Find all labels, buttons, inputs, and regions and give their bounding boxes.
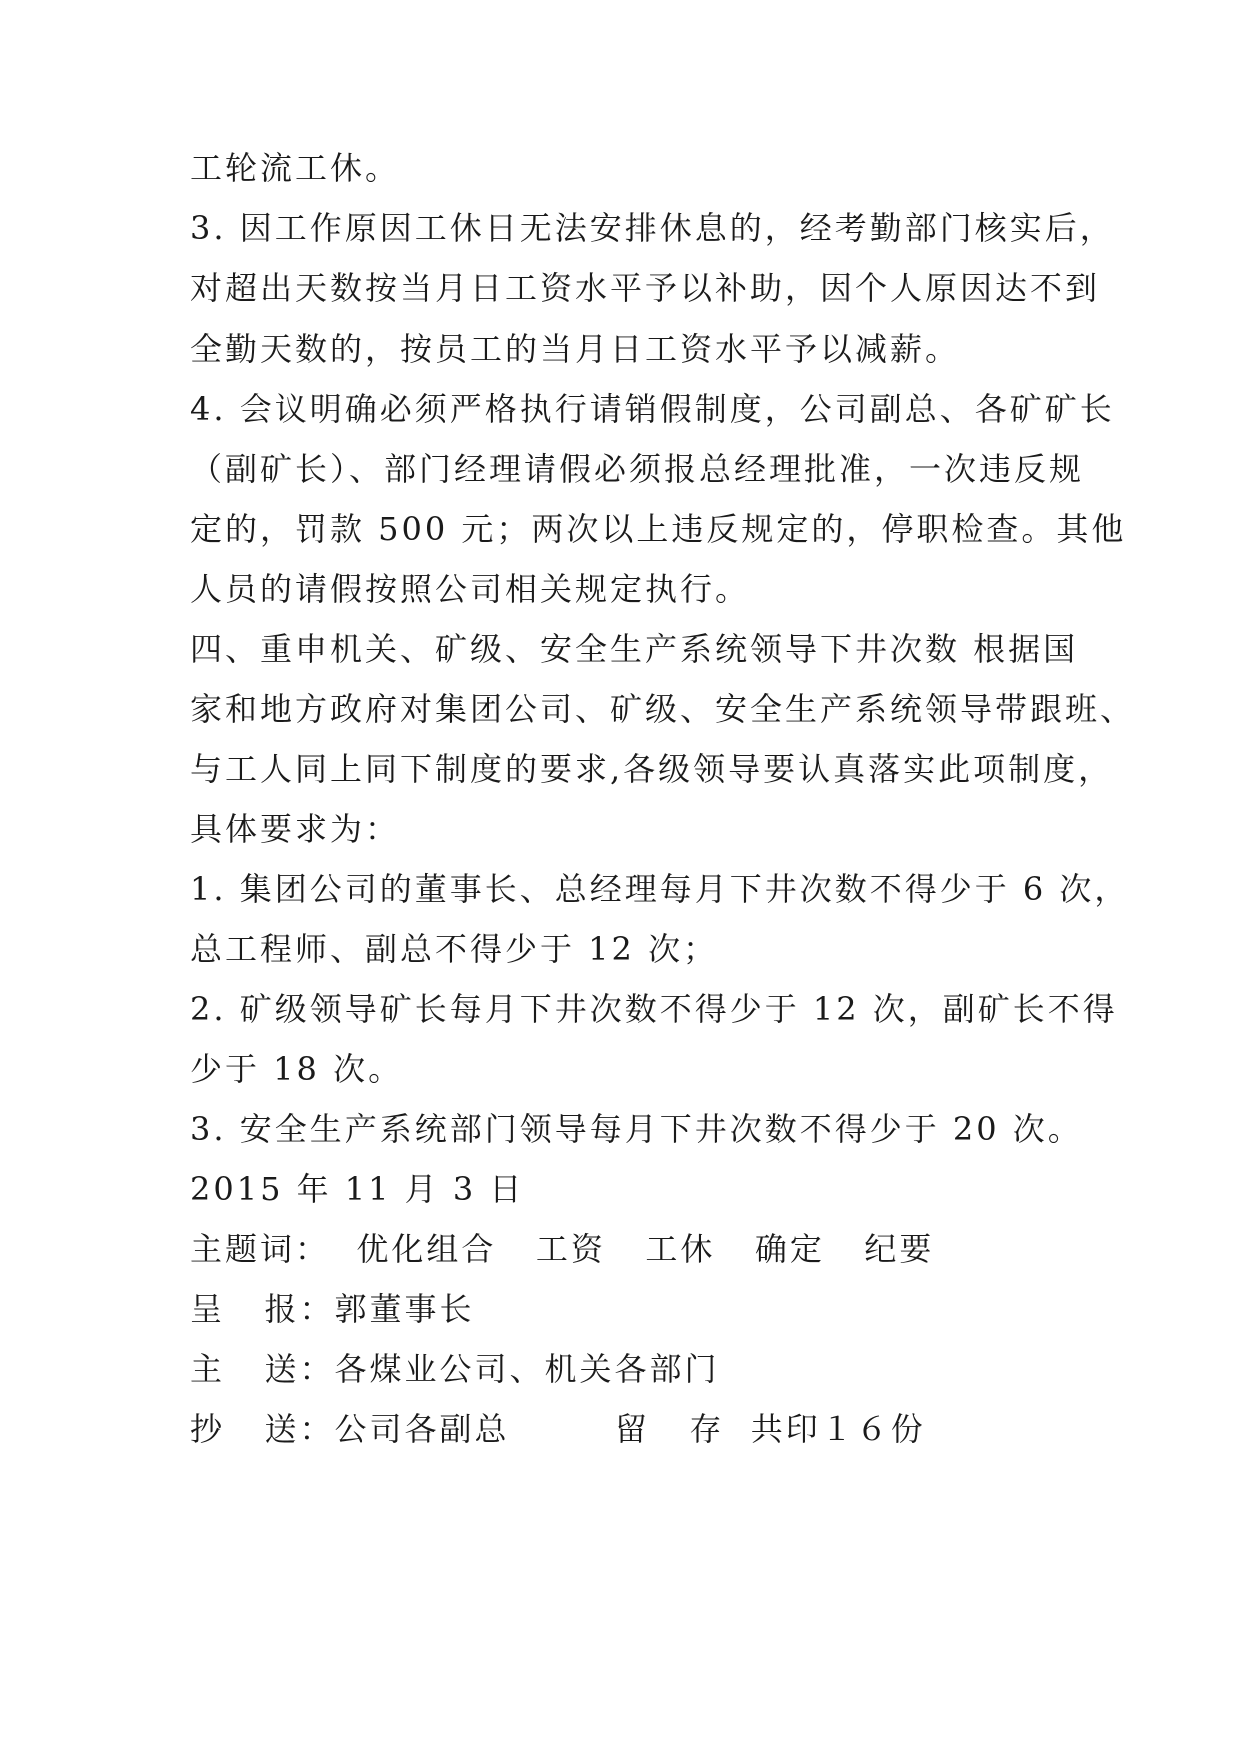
body-line: 全勤天数的，按员工的当月日工资水平予以减薪。 bbox=[190, 330, 961, 368]
body-line: 总工程师、副总不得少于 12 次； bbox=[190, 930, 719, 968]
body-line: （副矿长）、部门经理请假必须报总经理批准，一次违反规 bbox=[190, 450, 1085, 488]
body-line: 家和地方政府对集团公司、矿级、安全生产系统领导带跟班、 bbox=[190, 690, 1136, 728]
body-line: 人员的请假按照公司相关规定执行。 bbox=[190, 570, 751, 608]
body-line: 定的，罚款 500 元；两次以上违反规定的，停职检查。其他 bbox=[190, 510, 1127, 548]
copy-send-line: 抄 送：公司各副总 留 存 共印１６份 bbox=[190, 1410, 926, 1448]
body-line: 3. 因工作原因工休日无法安排休息的，经考勤部门核实后， bbox=[190, 209, 1115, 247]
main-send-line: 主 送：各煤业公司、机关各部门 bbox=[190, 1350, 720, 1388]
document-date: 2015 年 11 月 3 日 bbox=[190, 1170, 525, 1208]
keywords-line: 主题词： 优化组合 工资 工休 确定 纪要 bbox=[190, 1230, 935, 1268]
body-line: 工轮流工休。 bbox=[190, 149, 401, 187]
body-line: 具体要求为： bbox=[190, 810, 401, 848]
report-to-line: 呈 报：郭董事长 bbox=[190, 1290, 475, 1328]
body-line: 4. 会议明确必须严格执行请销假制度，公司副总、各矿矿长 bbox=[190, 390, 1115, 428]
body-line: 1. 集团公司的董事长、总经理每月下井次数不得少于 6 次， bbox=[190, 870, 1130, 908]
body-line: 2. 矿级领导矿长每月下井次数不得少于 12 次，副矿长不得 bbox=[190, 990, 1118, 1028]
body-line: 少于 18 次。 bbox=[190, 1050, 404, 1088]
body-line: 与工人同上同下制度的要求,各级领导要认真落实此项制度， bbox=[190, 750, 1114, 788]
body-line: 3. 安全生产系统部门领导每月下井次数不得少于 20 次。 bbox=[190, 1110, 1083, 1148]
body-line: 对超出天数按当月日工资水平予以补助，因个人原因达不到 bbox=[190, 269, 1101, 307]
section-heading-line: 四、重申机关、矿级、安全生产系统领导下井次数 根据国 bbox=[190, 630, 1079, 668]
